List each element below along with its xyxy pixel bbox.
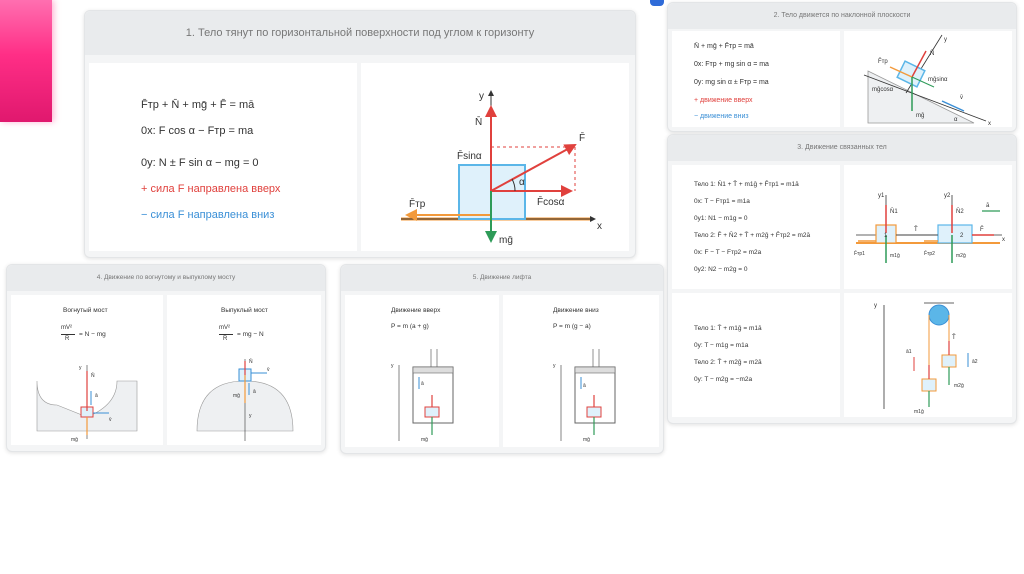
formula-numerator: mV²: [61, 325, 72, 331]
note-down: − движение вниз: [694, 113, 749, 120]
concave-bridge-panel: [11, 295, 163, 445]
body-1: [922, 379, 936, 391]
up-formula: P = m (a + g): [391, 323, 429, 330]
card-title: 2. Тело движется по наклонной плоскости: [668, 3, 1016, 29]
body-1-label: 1: [884, 233, 888, 239]
down-heading: Движение вниз: [553, 307, 599, 314]
equation: 0y: T − m1g = m1a: [694, 342, 749, 349]
fsin-label: F̄sinα: [457, 151, 482, 162]
card-connected-bodies: [667, 134, 1017, 424]
diagram-panel-2: [844, 293, 1012, 417]
equation: 0x: F cos α − Fтр = ma: [141, 125, 254, 137]
force-diagram: [361, 63, 629, 251]
v-label: v̄: [109, 417, 112, 423]
fraction-bar: [219, 334, 233, 335]
x-label: x: [988, 121, 991, 127]
card-title: 5. Движение лифта: [341, 265, 663, 291]
y-label: y: [249, 413, 252, 419]
equation: 0x: Fтр + mg sin α = ma: [694, 61, 769, 68]
body-2-label: 2: [960, 233, 964, 239]
note-force-up: + сила F направлена вверх: [141, 183, 281, 195]
note-up: + движение вверх: [694, 97, 753, 104]
formula-rest: = N − mg: [79, 331, 106, 338]
equations-panel-2: [672, 293, 840, 417]
y2-label: y2: [944, 193, 951, 199]
equation: 0x: F − T − Fтр2 = m2a: [694, 249, 762, 256]
a2-label: ā2: [972, 359, 978, 365]
pulley: [929, 305, 949, 325]
mg-label: mḡ: [916, 113, 925, 119]
n-label: N̄: [91, 373, 95, 379]
cabin-top: [413, 367, 453, 373]
f-label: F̄: [579, 133, 586, 144]
mgsin-label: mḡsinα: [928, 77, 948, 83]
f-label: F̄: [980, 227, 984, 233]
elevator-up-diagram: [345, 345, 499, 445]
body-box: [425, 407, 439, 417]
v-label: v̄: [267, 367, 270, 373]
equation: 0x: T − Fтр1 = m1a: [694, 198, 750, 205]
m2g-label: m2ḡ: [954, 383, 964, 389]
card-elevator: [340, 264, 664, 454]
pulley-diagram: [844, 293, 1012, 417]
x-label: x: [597, 221, 602, 232]
up-heading: Движение вверх: [391, 307, 441, 314]
fraction-bar: [61, 334, 75, 335]
body-box: [587, 407, 601, 417]
n-label: N̄: [475, 117, 483, 128]
equation: N̄ + mḡ + F̄тр = mā: [694, 43, 754, 50]
down-formula: P = m (g − a): [553, 323, 591, 330]
v-label: v̄: [960, 95, 963, 101]
body-2: [942, 355, 956, 367]
cabin-top: [575, 367, 615, 373]
y-label: y: [553, 363, 556, 369]
m2g-label: m2ḡ: [956, 253, 966, 259]
equations-panel: [89, 63, 357, 251]
alpha-label: α: [954, 117, 958, 123]
card-inclined-plane: [667, 2, 1017, 132]
concave-bridge-diagram: [11, 355, 163, 445]
convex-heading: Выпуклый мост: [221, 307, 268, 314]
elevator-down-panel: [503, 295, 659, 447]
n1-label: N̄1: [890, 209, 898, 215]
mg-label: mḡ: [71, 437, 78, 443]
formula-rest: = mg − N: [237, 331, 264, 338]
mg-label: mḡ: [583, 437, 590, 443]
card-title: 4. Движение по вогнутому и выпуклому мосту: [7, 265, 325, 291]
equation: F̄тр + N̄ + mḡ + F̄ = mā: [141, 99, 255, 111]
concave-heading: Вогнутый мост: [63, 307, 108, 314]
card-title: 3. Движение связанных тел: [668, 135, 1016, 161]
y1-label: y1: [878, 193, 885, 199]
a-label: ā: [95, 393, 98, 399]
t-label: T̄: [914, 227, 918, 233]
ftr-label: F̄тр: [409, 199, 426, 210]
a1-label: ā1: [906, 349, 912, 355]
horizontal-bodies-diagram: [844, 165, 1012, 289]
a-label: ā: [583, 383, 586, 389]
mg-label: mḡ: [233, 393, 240, 399]
y-label: y: [391, 363, 394, 369]
incline-diagram: [844, 31, 1012, 127]
ftr1-label: F̄тр1: [854, 251, 865, 257]
card-horizontal-pull: [84, 10, 636, 258]
equation: 0y: T − m2g = −m2a: [694, 376, 753, 383]
decorative-pink-stripe: [0, 0, 52, 122]
diagram-panel: [844, 31, 1012, 127]
elevator-down-diagram: [503, 345, 659, 445]
y-label: y: [944, 37, 947, 43]
formula-denominator: R: [223, 336, 228, 342]
formula-numerator: mV²: [219, 325, 230, 331]
equation: 0y: mg sin α ± Fтр = ma: [694, 79, 769, 86]
equation: 0y1: N1 − m1g = 0: [694, 215, 748, 222]
diagram-panel-1: [844, 165, 1012, 289]
mg-label: mḡ: [421, 437, 428, 443]
equations-panel-1: [672, 165, 840, 289]
note-force-down: − сила F направлена вниз: [141, 209, 275, 221]
equation: 0y: N ± F sin α − mg = 0: [141, 157, 259, 169]
equation: Тело 1: N̄1 + T̄ + m1ḡ + F̄тр1 = m1ā: [694, 181, 799, 188]
mgcos-label: mḡcosα: [872, 87, 894, 93]
card-bridges: [6, 264, 326, 452]
x-label: x: [1002, 237, 1005, 243]
equations-panel: [672, 31, 840, 127]
equation: Тело 2: F̄ + N̄2 + T̄ + m2ḡ + F̄тр2 = m2ā: [694, 232, 811, 239]
y-label: y: [79, 365, 82, 371]
convex-bridge-diagram: [167, 355, 321, 445]
a-label: ā: [253, 389, 256, 395]
convex-bridge-panel: [167, 295, 321, 445]
ftr-label: F̄тр: [878, 59, 888, 65]
n2-label: N̄2: [956, 209, 964, 215]
y-label: y: [874, 303, 877, 309]
y-label: y: [479, 91, 484, 102]
alpha-label: α: [519, 177, 525, 188]
elevator-up-panel: [345, 295, 499, 447]
body-box: [897, 61, 925, 87]
n-label: N̄: [930, 51, 935, 57]
n-label: N̄: [249, 359, 253, 365]
diagram-panel: [361, 63, 629, 251]
a-label: ā: [986, 203, 990, 209]
equation: Тело 2: T̄ + m2ḡ = m2ā: [694, 359, 762, 366]
formula-denominator: R: [65, 336, 70, 342]
a-label: ā: [421, 381, 424, 387]
m1g-label: m1ḡ: [914, 409, 924, 415]
m1g-label: m1ḡ: [890, 253, 900, 259]
equation: 0y2: N2 − m2g = 0: [694, 266, 748, 273]
ftr2-label: F̄тр2: [924, 251, 935, 257]
mg-label: mḡ: [499, 235, 513, 246]
card-title: 1. Тело тянут по горизонтальной поверхности под углом к горизонту: [85, 11, 635, 55]
body-2: [938, 225, 972, 243]
decorative-blue-mark: [650, 0, 664, 6]
t-label: T̄: [952, 335, 956, 341]
fcos-label: F̄cosα: [537, 197, 565, 208]
equation: Тело 1: T̄ + m1ḡ = m1ā: [694, 325, 762, 332]
